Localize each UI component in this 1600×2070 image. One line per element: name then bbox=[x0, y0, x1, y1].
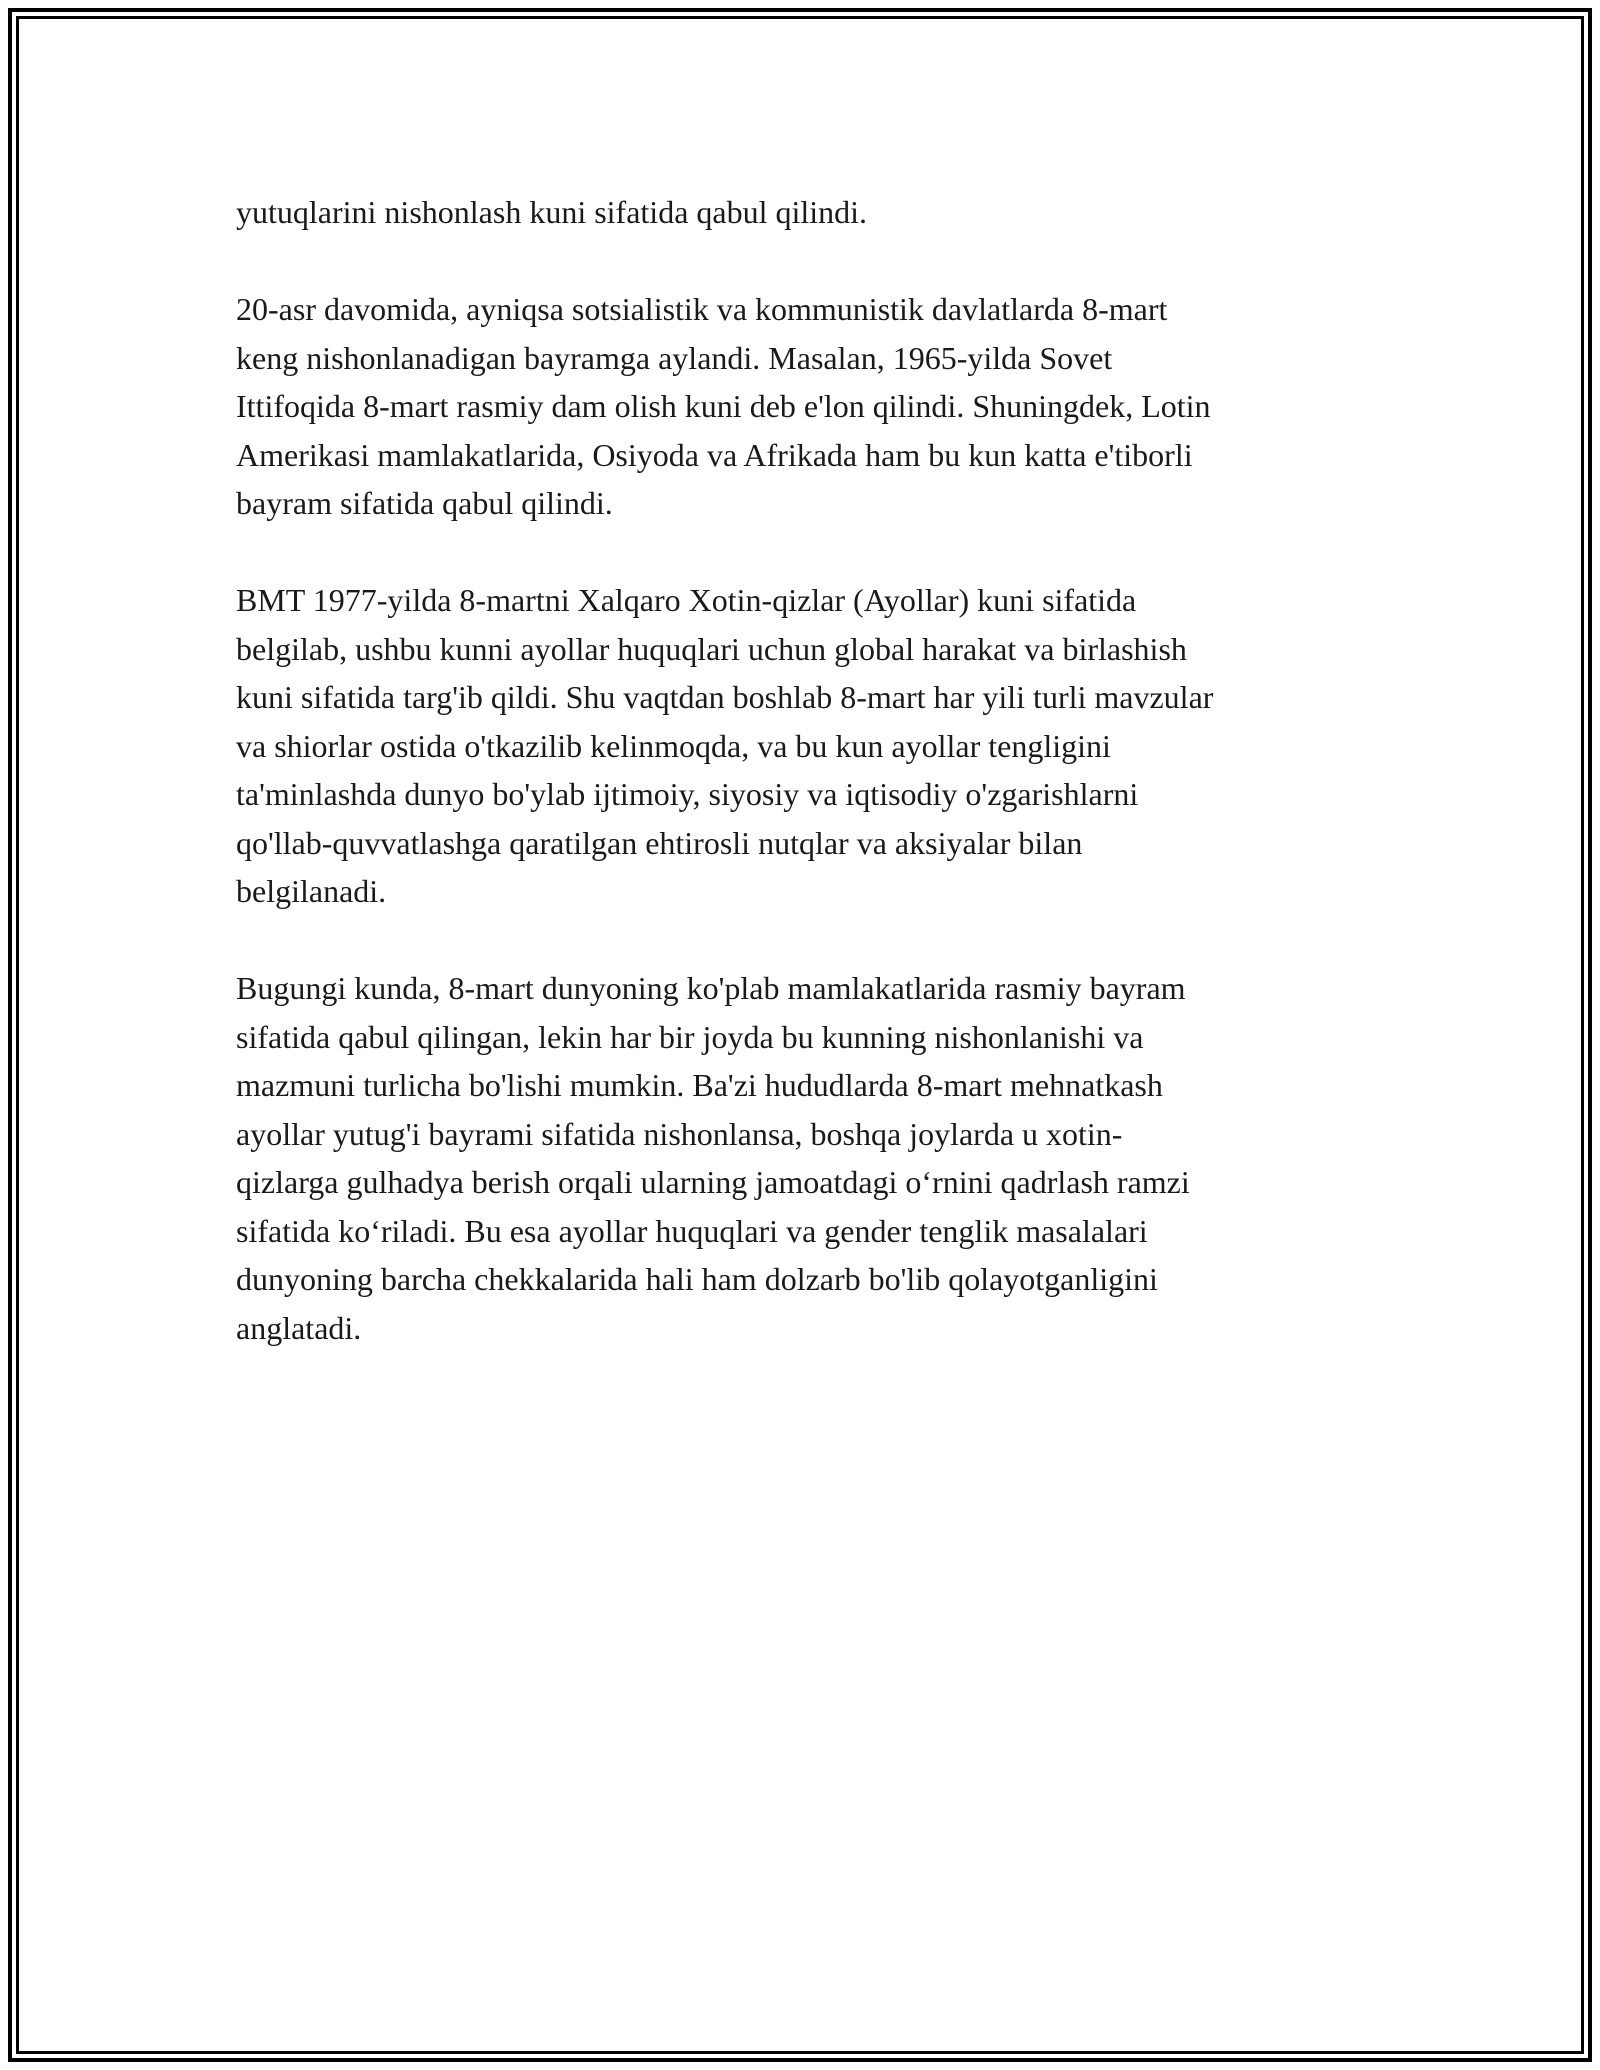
document-body bbox=[236, 188, 1366, 1401]
paragraph-2: 20-asr davomida, ayniqsa sotsialistik va kommunistik davlatlarda 8-mart keng nishonlanadigan bayramga aylandi. Masalan, 1965-yilda Sovet Ittifoqida 8-mart rasmiy dam olish kuni deb e'lon qilindi. Shuningdek, Lotin Amerikasi mamlakatlarida, Osiyoda va Afrikada ham bu kun katta e'tiborli bayram sifatida qabul qilindi. bbox=[236, 291, 1211, 521]
paragraph-1: yutuqlarini nishonlash kuni sifatida qabul qilindi. bbox=[236, 194, 868, 230]
paragraph-4: Bugungi kunda, 8-mart dunyoning ko'plab mamlakatlarida rasmiy bayram sifatida qabul qilingan, lekin har bir joyda bu kunning nishonlanishi va mazmuni turlicha bo'lishi mumkin. Ba'zi hududlarda 8-mart mehnatkash ayollar yutug'i bayrami sifatida nishonlansa, boshqa joylarda u xotin- qizlarga gulhadya berish orqali ularning jamoatdagi o‘rnini qadrlash ramzi sifatida ko‘riladi. Bu esa ayollar huquqlari va gender tenglik masalalari dunyoning barcha chekkalarida hali ham dolzarb bo'lib qolayotganligini anglatadi. bbox=[236, 970, 1190, 1346]
paragraph-3: BMT 1977-yilda 8-martni Xalqaro Xotin-qizlar (Ayollar) kuni sifatida belgilab, ushbu kunni ayollar huquqlari uchun global harakat va birlashish kuni sifatida targ'ib qildi. Shu vaqtdan boshlab 8-mart har yili turli mavzular va shiorlar ostida o'tkazilib kelinmoqda, va bu kun ayollar tengligini ta'minlashda dunyo bo'ylab ijtimoiy, siyosiy va iqtisodiy o'zgarishlarni qo'llab-quvvatlashga qaratilgan ehtirosli nutqlar va aksiyalar bilan belgilanadi. bbox=[236, 582, 1214, 909]
